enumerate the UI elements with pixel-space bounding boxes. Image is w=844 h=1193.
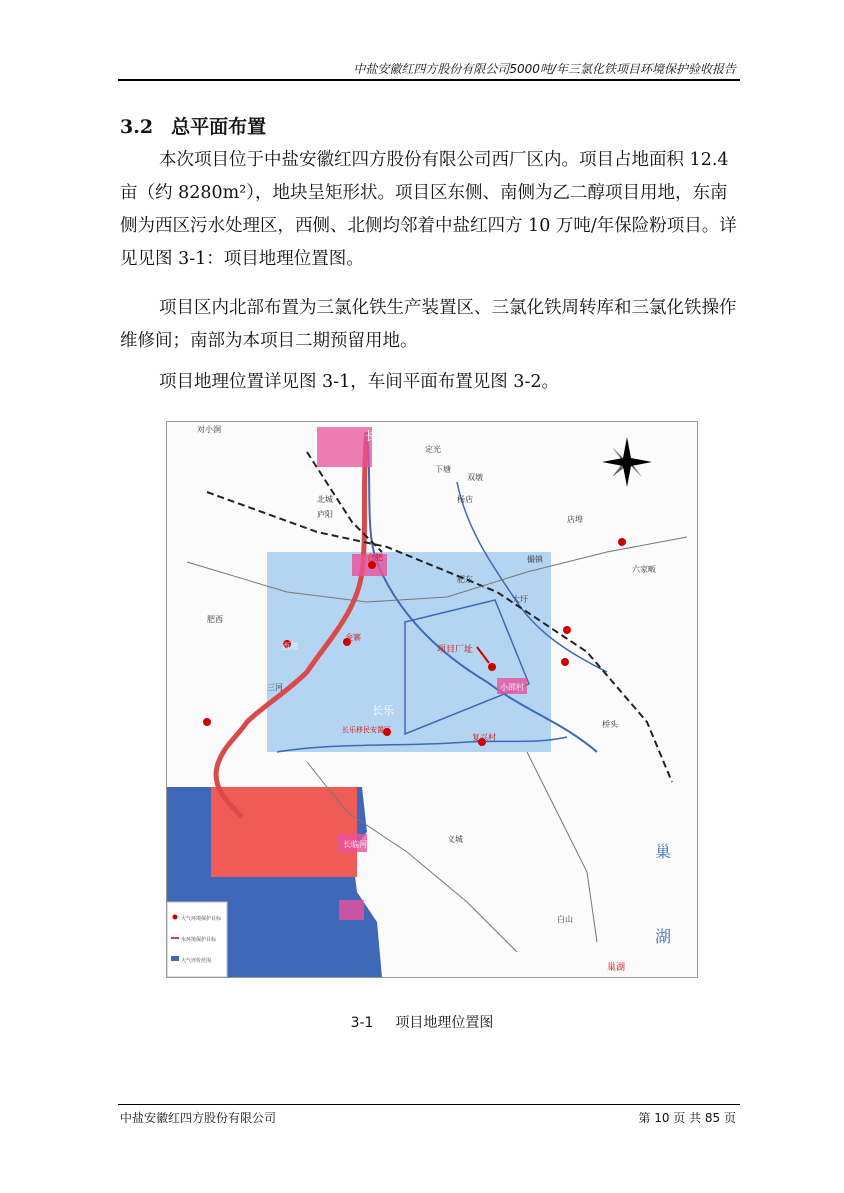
footer-rule <box>118 1104 740 1105</box>
place-label: 白山 <box>557 915 573 924</box>
marker-hefei <box>368 561 376 569</box>
paragraph-3: 项目地理位置详见图 3-1，车间平面布置见图 3-2。 <box>159 372 559 392</box>
place-label: 杨店 <box>457 495 473 504</box>
legend-swatch-air <box>173 915 178 920</box>
place-label: 长临河 <box>343 840 367 849</box>
place-label: 撮镇 <box>527 555 543 564</box>
legend-swatch-range <box>171 956 179 961</box>
lake-red <box>211 787 357 877</box>
place-label: 店埠 <box>567 515 583 524</box>
lake-label: 巢湖 <box>607 963 626 973</box>
town-changfeng <box>317 427 372 467</box>
legend-label: 水环境保护目标 <box>181 937 217 943</box>
place-label: 肥东 <box>457 575 473 584</box>
place-label: 西郊 <box>282 642 298 651</box>
assessment-area <box>267 552 551 752</box>
town-liujiafan <box>339 900 364 920</box>
place-label: 六家畈 <box>632 565 656 574</box>
marker-target-2 <box>561 658 569 666</box>
place-label: 定光 <box>425 445 441 454</box>
legend-label: 大气评价范围 <box>181 958 212 964</box>
place-label: 桥头 <box>602 720 618 729</box>
section-title: 总平面布置 <box>171 116 267 138</box>
page-header: 中盐安徽红四方股份有限公司5000吨/年三氯化铁项目环境保护验收报告 <box>353 62 736 76</box>
place-label: 庐阳 <box>317 510 333 519</box>
map-svg <box>167 422 697 977</box>
place-label: 对小涧 <box>197 425 221 434</box>
legend-label: 大气环境保护目标 <box>181 916 222 922</box>
caption-number: 3-1 <box>350 1015 374 1031</box>
place-label: 长丰 <box>365 429 390 443</box>
place-label: 北城 <box>317 495 333 504</box>
marker-west <box>203 718 211 726</box>
place-label: 长乐移民安置区 <box>342 726 391 734</box>
place-label: 复兴村 <box>472 733 496 742</box>
place-label: 三河 <box>267 683 283 692</box>
place-label: 合肥 <box>367 553 383 562</box>
marker-target-3 <box>618 538 626 546</box>
marker-project <box>488 663 496 671</box>
lake-label: 湖 <box>655 927 672 946</box>
caption-title: 项目地理位置图 <box>395 1015 494 1031</box>
place-label: 下塘 <box>435 465 451 474</box>
marker-target-1 <box>563 626 571 634</box>
figure-caption <box>0 1012 844 1032</box>
header-rule <box>118 79 740 81</box>
section-number: 3.2 <box>120 116 154 138</box>
location-map <box>166 421 698 978</box>
place-label: 金寨 <box>345 633 361 642</box>
footer-company: 中盐安徽红四方股份有限公司 <box>120 1111 277 1125</box>
place-label: 肥西 <box>207 615 223 624</box>
section-heading <box>120 112 284 139</box>
lake-label: 巢 <box>655 842 672 861</box>
place-label: 小邵村 <box>500 683 524 692</box>
paragraph-2: 项目区内北部布置为三氯化铁生产装置区、三氯化铁周转库和三氯化铁操作维修间；南部为本项目二期预留用地。 <box>120 298 737 351</box>
place-label: 大圩 <box>512 595 528 604</box>
place-label: 长乐 <box>372 704 394 717</box>
project-label: 项目厂址 <box>437 645 474 655</box>
place-label: 义城 <box>447 835 463 844</box>
place-label: 双墩 <box>467 473 483 482</box>
paragraph-1: 本次项目位于中盐安徽红四方股份有限公司西厂区内。项目占地面积 12.4 亩（约 8280m²），地块呈矩形状。项目区东侧、南侧为乙二醇项目用地，东南侧为西区污水处理区，西侧、北侧均邻着中盐红四方 10 万吨/年保险粉项目。详见见图 3-1：项目地理位置图。 <box>120 150 737 269</box>
footer-page-number: 第 10 页 共 85 页 <box>638 1111 736 1125</box>
